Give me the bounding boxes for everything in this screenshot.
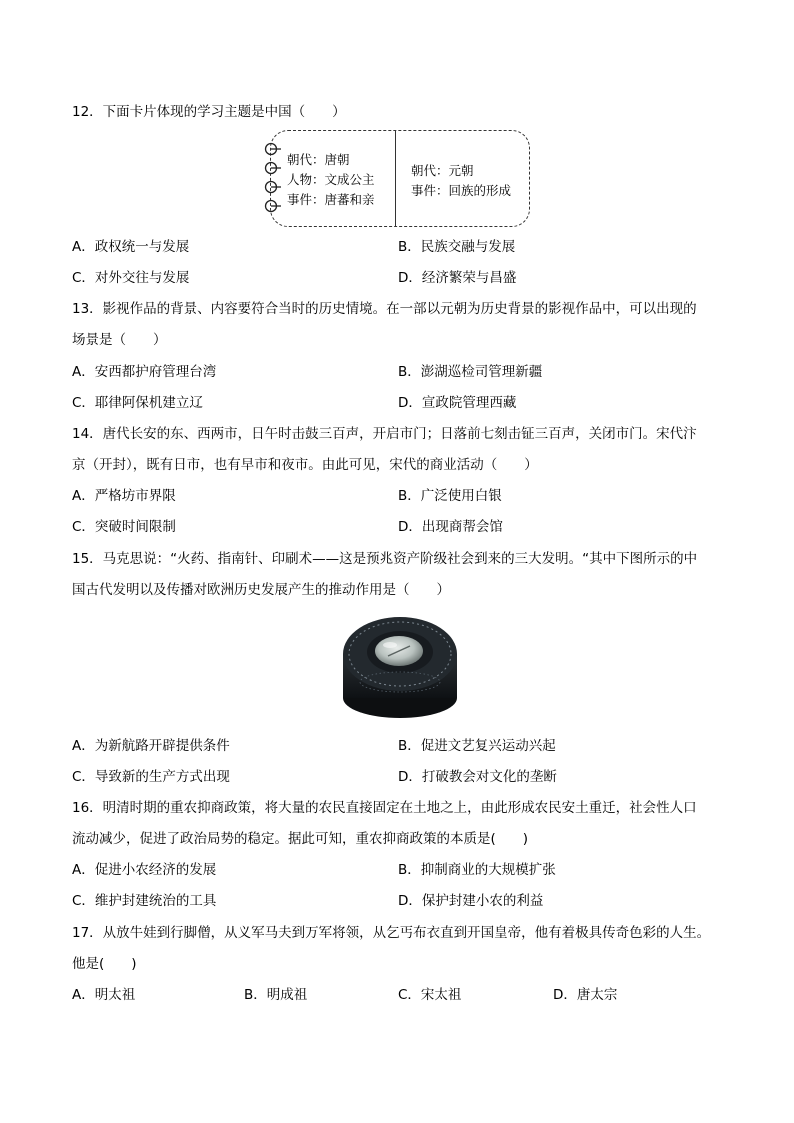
q16-option-c[interactable]: C．维护封建统治的工具 xyxy=(72,893,217,909)
binder-rings-icon xyxy=(263,141,283,219)
card-right-line: 事件：回族的形成 xyxy=(411,183,512,198)
q17-option-b[interactable]: B．明成祖 xyxy=(244,987,308,1003)
q13-option-c[interactable]: C．耶律阿保机建立辽 xyxy=(72,395,203,411)
q12-stem: 12．下面卡片体现的学习主题是中国（ ） xyxy=(72,104,346,120)
q17-option-a[interactable]: A．明太祖 xyxy=(72,987,136,1003)
q14-option-c[interactable]: C．突破时间限制 xyxy=(72,519,176,535)
q13-option-b[interactable]: B．澎湖巡检司管理新疆 xyxy=(398,364,543,380)
card-left-column xyxy=(287,150,375,210)
q17-stem-line2: 他是( ) xyxy=(72,956,137,972)
q12-option-b[interactable]: B．民族交融与发展 xyxy=(398,239,516,255)
q17-option-c[interactable]: C．宋太祖 xyxy=(398,987,462,1003)
card-left-line: 事件：唐蕃和亲 xyxy=(287,192,375,207)
study-card xyxy=(270,130,530,227)
q13-stem-line2: 场景是（ ） xyxy=(72,332,167,348)
q15-option-c[interactable]: C．导致新的生产方式出现 xyxy=(72,769,230,785)
q14-option-a[interactable]: A．严格坊市界限 xyxy=(72,488,176,504)
compass-image xyxy=(338,612,462,722)
card-left-line: 人物：文成公主 xyxy=(287,172,375,187)
q15-stem-line2: 国古代发明以及传播对欧洲历史发展产生的推动作用是（ ） xyxy=(72,582,450,598)
card-divider xyxy=(395,131,396,226)
card-right-column xyxy=(411,161,511,201)
q14-stem-line1: 14．唐代长安的东、西两市，日午时击鼓三百声，开启市门；日落前七刻击钲三百声，关闭市门。宋代汴 xyxy=(72,426,697,442)
q15-stem-line1: 15．马克思说：“火药、指南针、印刷术——这是预兆资产阶级社会到来的三大发明。“其中下图所示的中 xyxy=(72,551,698,567)
card-left-line: 朝代：唐朝 xyxy=(287,152,350,167)
q14-option-b[interactable]: B．广泛使用白银 xyxy=(398,488,502,504)
q16-option-a[interactable]: A．促进小农经济的发展 xyxy=(72,862,217,878)
q13-stem-line1: 13．影视作品的背景、内容要符合当时的历史情境。在一部以元朝为历史背景的影视作品中，可以出现的 xyxy=(72,301,697,317)
card-right-line: 朝代：元朝 xyxy=(411,163,474,178)
q16-option-d[interactable]: D．保护封建小农的利益 xyxy=(398,893,544,909)
q17-option-d[interactable]: D．唐太宗 xyxy=(553,987,618,1003)
q12-option-c[interactable]: C．对外交往与发展 xyxy=(72,270,190,286)
q13-option-d[interactable]: D．宣政院管理西藏 xyxy=(398,395,517,411)
q16-stem-line1: 16．明清时期的重农抑商政策，将大量的农民直接固定在土地之上，由此形成农民安土重迁，社会性人口 xyxy=(72,800,697,816)
q15-option-b[interactable]: B．促进文艺复兴运动兴起 xyxy=(398,738,556,754)
q12-option-a[interactable]: A．政权统一与发展 xyxy=(72,239,190,255)
q16-option-b[interactable]: B．抑制商业的大规模扩张 xyxy=(398,862,556,878)
q16-stem-line2: 流动减少，促进了政治局势的稳定。据此可知，重农抑商政策的本质是( ) xyxy=(72,831,529,847)
q15-option-d[interactable]: D．打破教会对文化的垄断 xyxy=(398,769,557,785)
q15-option-a[interactable]: A．为新航路开辟提供条件 xyxy=(72,738,230,754)
q17-stem-line1: 17．从放牛娃到行脚僧，从义军马夫到万军将领，从乞丐布衣直到开国皇帝，他有着极具传奇色彩的人生。 xyxy=(72,925,711,941)
q14-stem-line2: 京（开封），既有日市，也有早市和夜市。由此可见，宋代的商业活动（ ） xyxy=(72,457,538,473)
q14-option-d[interactable]: D．出现商帮会馆 xyxy=(398,519,503,535)
q12-option-d[interactable]: D．经济繁荣与昌盛 xyxy=(398,270,517,286)
q13-option-a[interactable]: A．安西都护府管理台湾 xyxy=(72,364,217,380)
